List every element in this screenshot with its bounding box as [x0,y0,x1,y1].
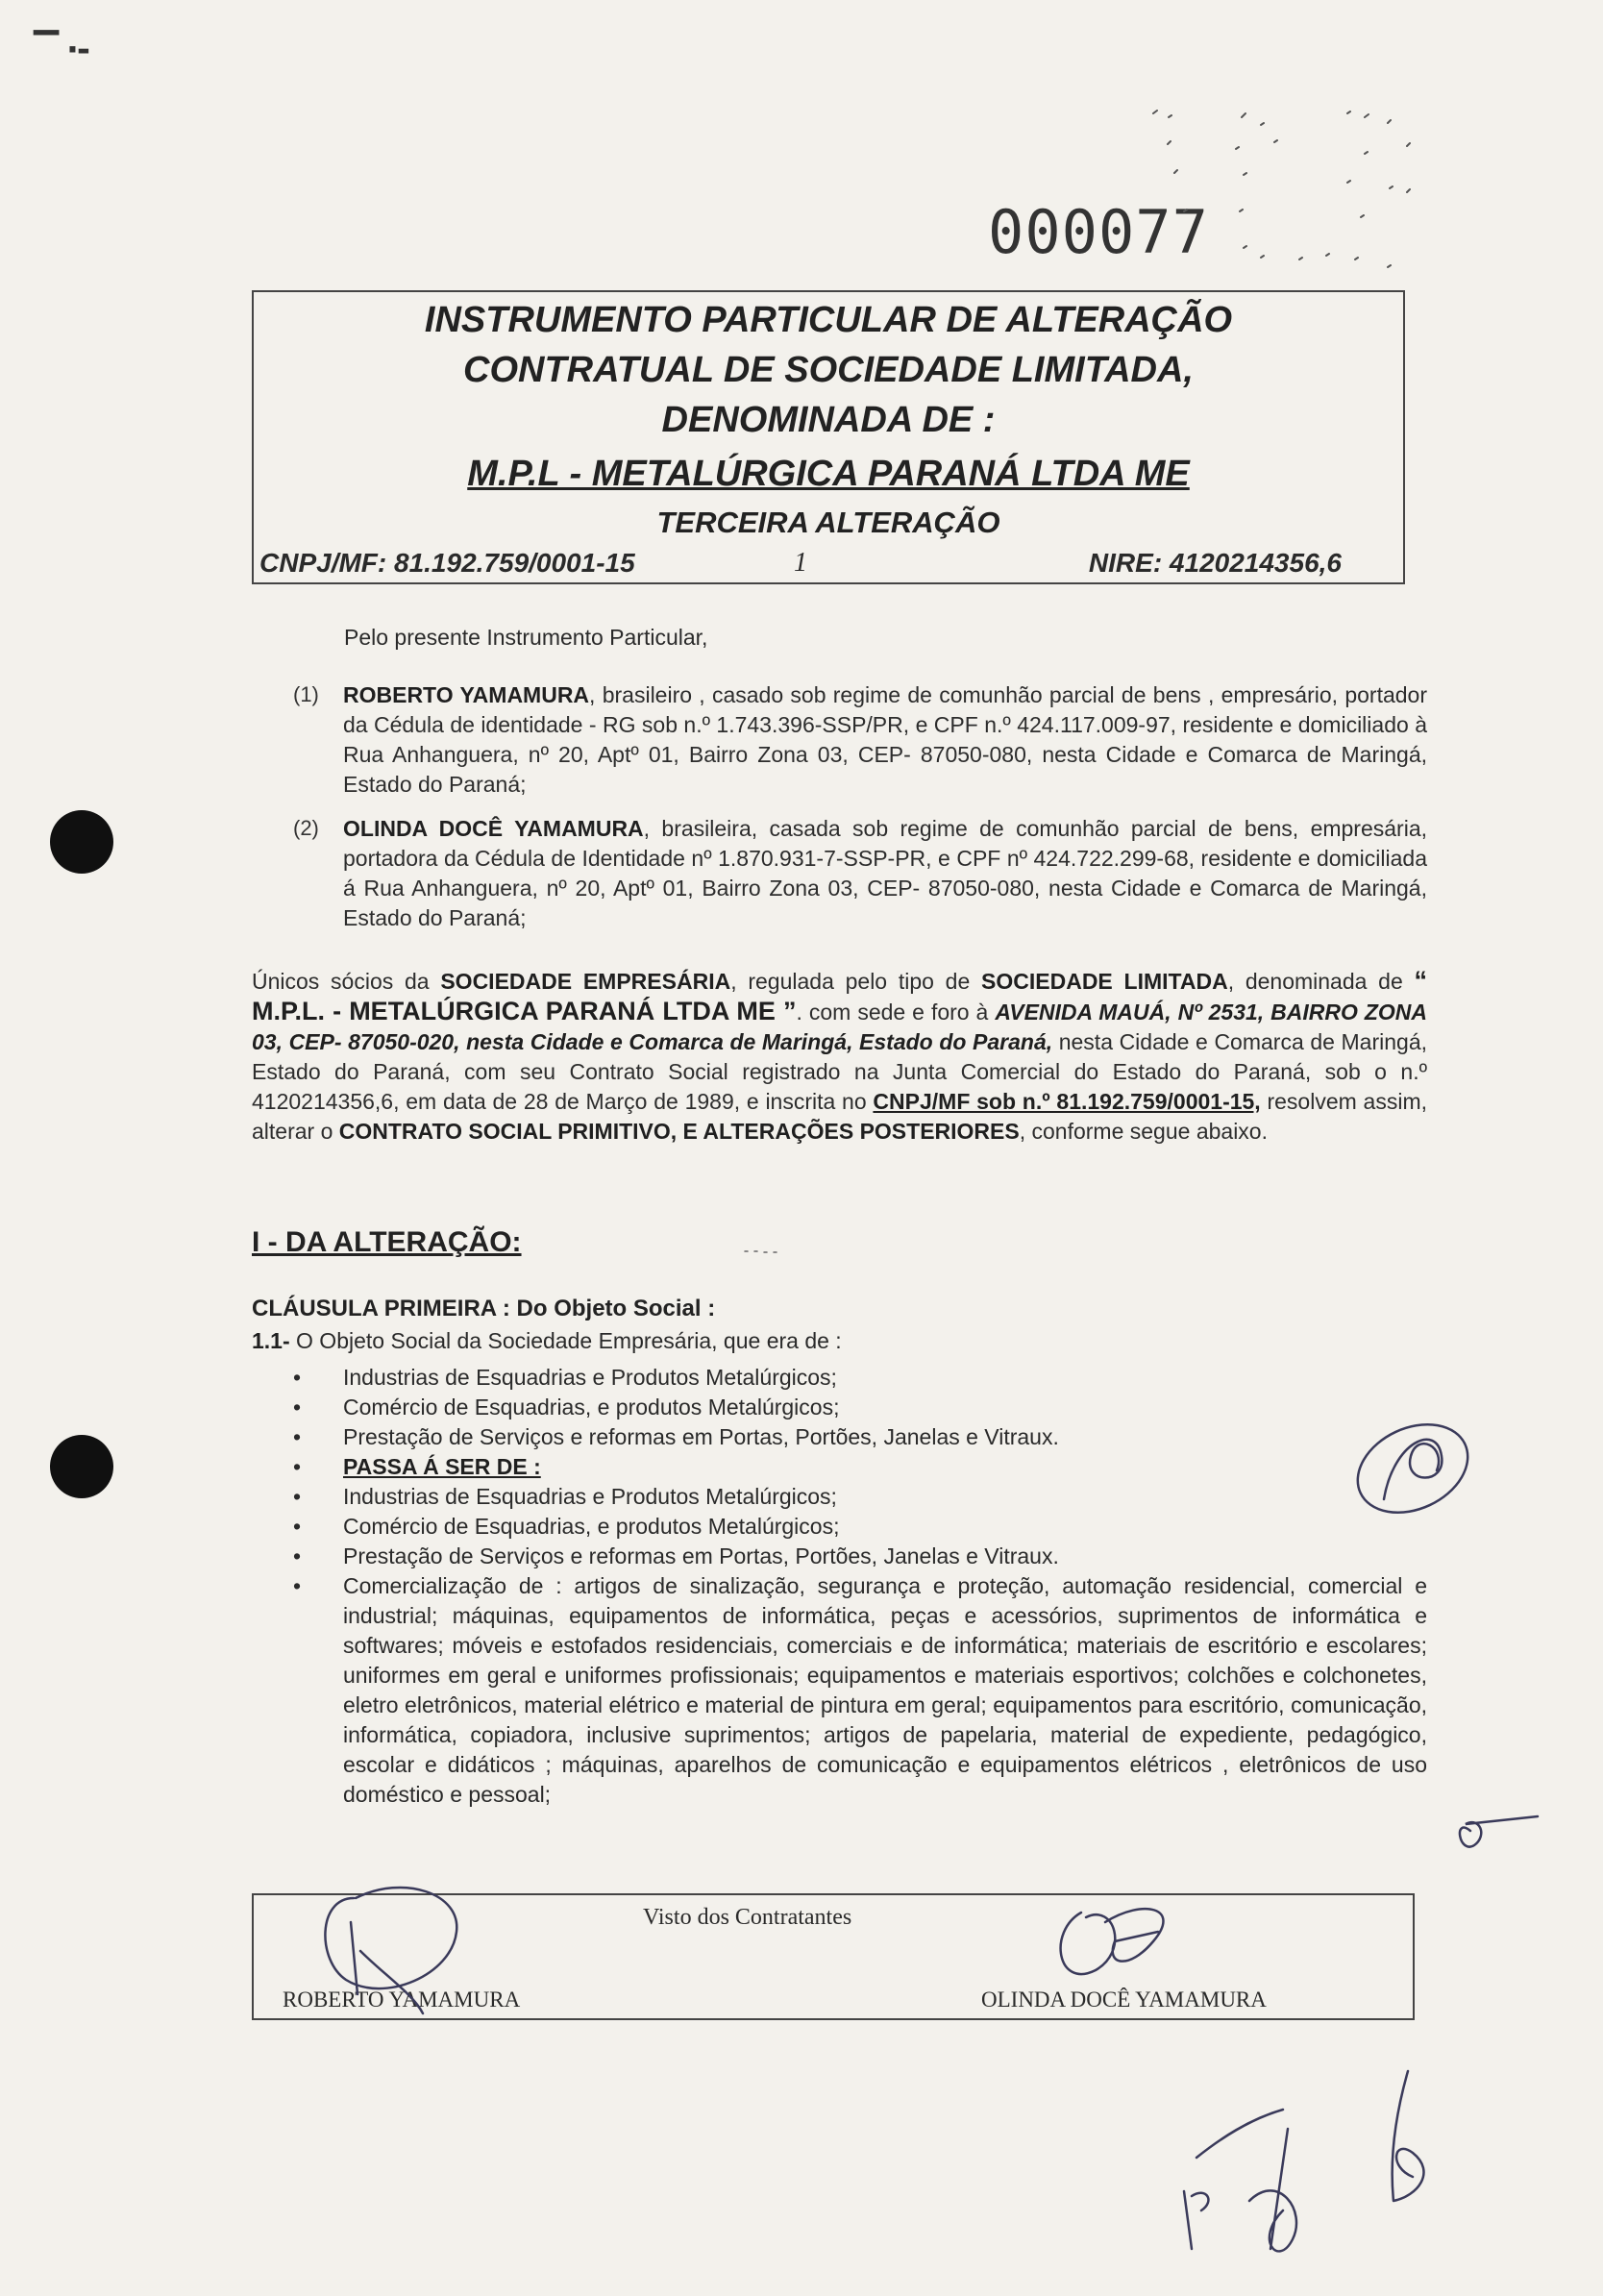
body-text-2: , regulada pelo tipo de [730,969,982,994]
body-text-3: , denominada de [1227,969,1415,994]
signature-olinda-icon [1061,1909,1164,1974]
list-item-text: Prestação de Serviços e reformas em Portas, Portões, Janelas e Vitraux. [343,1543,1059,1568]
party-2-name: OLINDA DOCÊ YAMAMURA [343,816,644,841]
bottom-initials-icon [1184,2071,1423,2251]
amendment-title: TERCEIRA ALTERAÇÃO [656,506,1000,539]
list-item-text: Prestação de Serviços e reformas em Portas, Portões, Janelas e Vitraux. [343,1424,1059,1449]
page-corner-mark: ▔ ·- [34,31,89,69]
list-item-text: Comércio de Esquadrias, e produtos Metalúrgicos; [343,1514,840,1539]
bullet-icon: • [293,1395,302,1420]
signer-2-name: OLINDA DOCÊ YAMAMURA [981,1987,1267,2012]
signature-roberto-icon [325,1888,456,2013]
bullet-icon: • [293,1365,302,1390]
page-number: 1 [794,548,807,578]
stamp-dots [1153,111,1410,267]
section-heading: I - DA ALTERAÇÃO: [252,1226,522,1258]
body-text-6: resolvem assim, alterar o [252,1089,1427,1144]
body-text-5: nesta Cidade e Comarca de Maringá, Estado do Paraná, com seu Contrato Social registrado na Junta Comercial do Estado do Paraná, sob o n.º 4120214356,6, em data de 28 de Março de 1989, e inscrita no [252,1029,1427,1114]
bullet-icon: • [293,1424,302,1449]
list-item-text: Comércio de Esquadrias, e produtos Metalúrgicos; [343,1395,840,1420]
body-text-7: , conforme segue abaixo. [1019,1119,1268,1144]
rubric-right-icon [1344,1408,1482,1530]
list-item-text: Industrias de Esquadrias e Produtos Metalúrgicos; [343,1484,837,1509]
body-company-name: “ M.P.L. - METALÚRGICA PARANÁ LTDA ME ” [252,966,1428,1025]
bullet-icon: • [293,1543,302,1568]
body-text-1: Únicos sócios da [252,969,441,994]
party-1-details: , brasileiro , casado sob regime de comunhão parcial de bens , empresário, portador da Cédula de identidade - RG sob n.º 1.743.396-SSP/PR, e CPF n.º 424.117.009-97, residente e domiciliado à Rua Anhanguera, nº 20, Aptº 01, Bairro Zona 03, CEP- 87050-080, nesta Cidade e Comarca de Maringá, Estado do Paraná; [343,682,1427,797]
party-1-number: (1) [293,682,319,706]
party-2-details: , brasileira, casada sob regime de comunhão parcial de bens, empresária, portadora da Cédula de Identidade nº 1.870.931-7-SSP-PR, e CPF nº 424.722.299-68, residente e domiciliada á Rua Anhanguera, nº 20, Aptº 01, Bairro Zona 03, CEP- 87050-080, nesta Cidade e Comarca de Maringá, Estado do Paraná; [343,816,1427,930]
bullet-icon: • [293,1454,302,1479]
bullet-icon: • [293,1573,302,1598]
body-address: AVENIDA MAUÁ, Nº 2531, BAIRRO ZONA 03, CEP- 87050-020, nesta Cidade e Comarca de Maringá, Estado do Paraná, [252,1000,1427,1054]
bullet-icon: • [293,1514,302,1539]
intro-line: Pelo presente Instrumento Particular, [344,625,708,650]
party-1-name: ROBERTO YAMAMURA [343,682,590,707]
title-line-3: DENOMINADA DE : [661,400,996,440]
clause-number: 1.1- [252,1328,290,1353]
clause-intro: O Objeto Social da Sociedade Empresária, que era de : [289,1328,842,1353]
cnpj-number: CNPJ/MF: 81.192.759/0001-15 [259,548,635,578]
document-number-stamp: 000077 [988,197,1209,267]
body-company-type: SOCIEDADE EMPRESÁRIA [440,969,731,994]
body-text-4: . com sede e foro à [796,1000,996,1025]
signer-1-name: ROBERTO YAMAMURA [283,1987,521,2012]
title-line-1: INSTRUMENTO PARTICULAR DE ALTERAÇÃO [424,300,1233,340]
bullet-icon: • [293,1484,302,1509]
nire-number: NIRE: 4120214356,6 [1088,548,1342,578]
party-2-number: (2) [293,816,319,840]
passa-heading: PASSA Á SER DE : [343,1454,541,1479]
body-contract: CONTRATO SOCIAL PRIMITIVO, E ALTERAÇÕES POSTERIORES [338,1119,1020,1144]
visto-label: Visto dos Contratantes [643,1905,852,1930]
margin-rubric-icon [1460,1816,1538,1847]
list-item-text: Industrias de Esquadrias e Produtos Metalúrgicos; [343,1365,837,1390]
body-company-kind: SOCIEDADE LIMITADA [981,969,1228,994]
list-item-text: Comercialização de : artigos de sinalização, segurança e proteção, automação residencial, comercial e industrial; máquinas, equipamentos de informática, peças e acessórios, suprimentos de informática e softwares; móveis e estofados residenciais, comerciais e de informática; materiais de escritório e escolares; uniformes em geral e uniformes profissionais; equipamentos e materiais esportivos; colchões e colchonetes, eletro eletrônicos, material elétrico e material de pintura em geral; equipamentos para escritório, comunicação, informática, copiadora, inclusive suprimentos; artigos de papelaria, material de expediente, pedagógico, escolar e didáticos ; máquinas, aparelhos de comunicação e equipamentos elétricos , eletrônicos de uso doméstico e pessoal; [343,1573,1427,1807]
company-name-title: M.P.L - METALÚRGICA PARANÁ LTDA ME [467,454,1190,494]
title-line-2: CONTRATUAL DE SOCIEDADE LIMITADA, [463,350,1194,390]
body-cnpj: CNPJ/MF sob n.º 81.192.759/0001-15, [873,1089,1261,1114]
clause-heading: CLÁUSULA PRIMEIRA : Do Objeto Social : [252,1296,716,1321]
